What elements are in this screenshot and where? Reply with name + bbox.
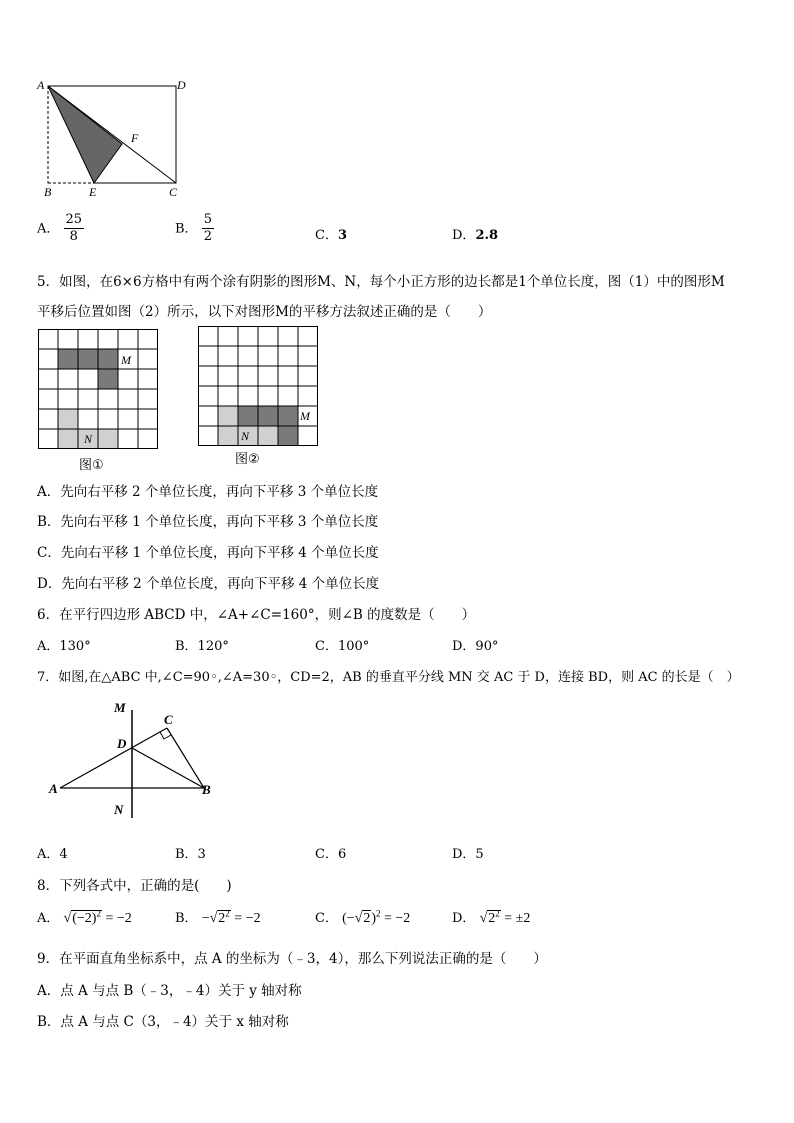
expression-b: $-√2^2 = -2$	[201, 908, 261, 926]
fraction-25-8: $\frac{25}{8}$	[65, 212, 83, 245]
q8-option-a: A． $√(-2)^2 = -2$	[37, 908, 132, 926]
q7-option-b: B．3	[175, 847, 206, 862]
q7-option-d: D．5	[452, 847, 484, 862]
q8-stem: 8．下列各式中，正确的是( )	[37, 878, 232, 894]
label-B: B	[202, 782, 211, 797]
q9-option-a: A．点 A 与点 B（﹣3，﹣4）关于 y 轴对称	[37, 983, 302, 999]
q8-option-d: D． $√2^2 = \pm 2$	[452, 908, 531, 926]
q8-option-b: B． $-√2^2 = -2$	[175, 908, 261, 926]
q9-option-b: B．点 A 与点 C（3，﹣4）关于 x 轴对称	[37, 1014, 289, 1030]
q5-stem-line2: 平移后位置如图（2）所示，以下对图形M的平移方法叙述正确的是（ ）	[37, 304, 492, 320]
q5-option-d: D．先向右平移 2 个单位长度，再向下平移 4 个单位长度	[37, 576, 380, 592]
q4-option-c: C．3	[315, 228, 347, 243]
q6-option-c: C．100°	[315, 639, 370, 654]
grid2-label-N: N	[241, 429, 250, 443]
expression-d: $√2^2 = \pm 2$	[479, 908, 531, 926]
grid-figure-1	[38, 329, 158, 449]
grid2-caption: 图②	[235, 452, 260, 467]
q4-option-a: A． $\frac{25}{8}$	[37, 212, 83, 245]
q6-option-d: D．90°	[452, 639, 499, 654]
q7-option-a: A．4	[37, 847, 68, 862]
q8-option-c: C． $(-√2)^2 = -2$	[315, 908, 411, 926]
q7-option-c: C．6	[315, 847, 347, 862]
grid1-label-M: M	[121, 353, 131, 367]
fraction-5-2: $\frac{5}{2}$	[203, 212, 212, 245]
q4-option-d: D．2.8	[452, 228, 499, 243]
rectangle-figure	[34, 78, 194, 202]
q9-stem: 9．在平面直角坐标系中，点 A 的坐标为（﹣3，4），那么下列说法正确的是（ ）	[37, 951, 547, 967]
label-F: F	[131, 131, 139, 145]
q5-option-b: B．先向右平移 1 个单位长度，再向下平移 3 个单位长度	[37, 514, 379, 530]
label-B: B	[44, 185, 52, 199]
label-A: A	[49, 781, 58, 796]
label-A: A	[37, 78, 45, 92]
label-N: N	[114, 802, 124, 817]
label-M: M	[114, 700, 126, 715]
q4-option-b: B． $\frac{5}{2}$	[175, 212, 212, 245]
label-D: D	[177, 78, 186, 92]
q6-stem: 6．在平行四边形 ABCD 中，∠A+∠C=160°，则∠B 的度数是（ ）	[37, 607, 476, 623]
q6-option-a: A．130°	[37, 639, 91, 654]
grid1-label-N: N	[84, 432, 93, 446]
q5-option-a: A．先向右平移 2 个单位长度，再向下平移 3 个单位长度	[37, 484, 379, 500]
grid1-caption: 图①	[79, 458, 104, 473]
label-C: C	[164, 712, 173, 727]
label-E: E	[89, 185, 97, 199]
label-C: C	[169, 185, 178, 199]
label-D: D	[117, 736, 127, 751]
expression-c: $(-√2)^2 = -2$	[342, 908, 411, 926]
q5-option-c: C．先向右平移 1 个单位长度，再向下平移 4 个单位长度	[37, 545, 379, 561]
q7-stem: 7．如图,在△ABC 中,∠C=90◦,∠A=30◦，CD=2，AB 的垂直平分线 MN 交 AC 于 D，连接 BD，则 AC 的长是（ ）	[37, 670, 740, 685]
q6-option-b: B．120°	[175, 639, 229, 654]
grid-figure-2	[198, 326, 318, 446]
triangle-figure	[44, 696, 224, 824]
grid2-label-M: M	[300, 409, 310, 423]
q5-stem-line1: 5．如图，在6×6方格中有两个涂有阴影的图形M、N，每个小正方形的边长都是1个单位长度，图（1）中的图形M	[37, 274, 725, 290]
expression-a: $√(-2)^2 = -2$	[63, 908, 132, 926]
